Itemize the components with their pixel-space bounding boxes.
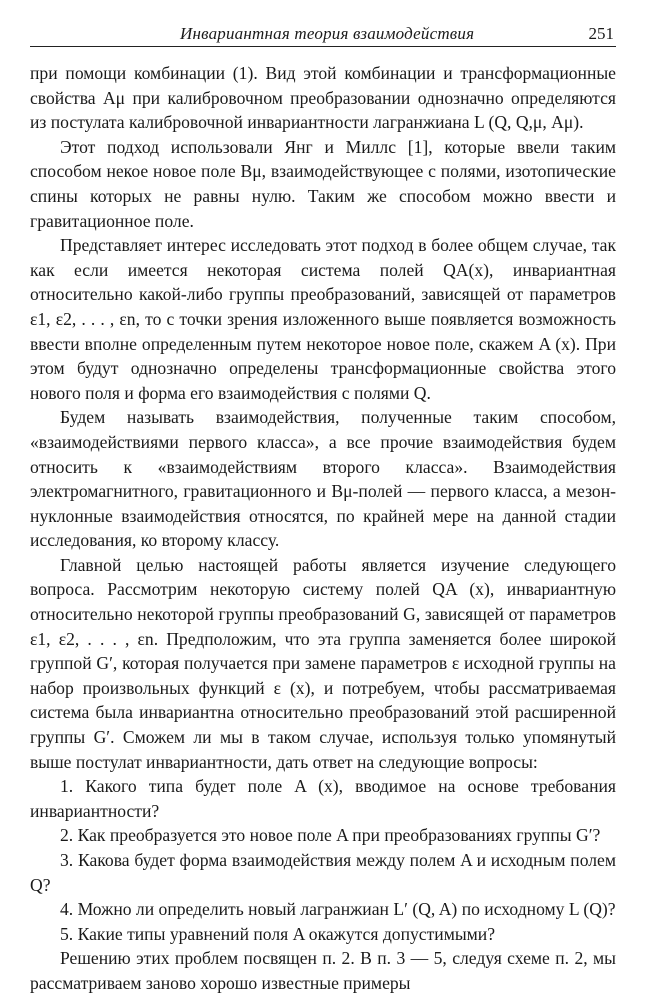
running-title: Инвариантная теория взаимодействия — [180, 24, 475, 43]
question-4: 4. Можно ли определить новый лагранжиан L′ (Q, A) по исходному L (Q)? — [60, 899, 616, 920]
paragraph-3: Представляет интерес исследовать этот подход в более общем случае, так как если имеется некоторая система полей QA(x), инвариантная относительно какой-либо группы преобразований, зависящей от параметров ε1, ε2, . . . , εn, то с точки зрения изложенного выше появляется возможность ввести вполне определенным путем некоторое новое поле, скажем A (x). При этом будут однозначно определены трансформационные свойства этого нового поля и форма его взаимодействия с полями Q. — [30, 235, 616, 403]
paragraph-4: Будем называть взаимодействия, полученные таким способом, «взаимодействиями первого класса», а все прочие взаимодействия будем относить к «взаимодействиям второго класса». Взаимодействия электромагнитного, гравитационного и Bμ-полей — первого класса, а мезон-нуклонные взаимодействия относятся, по крайней мере на данной стадии исследования, ко второму классу. — [30, 407, 616, 551]
question-5: 5. Какие типы уравнений поля A окажутся допустимыми? — [60, 923, 496, 944]
paragraph-6: Решению этих проблем посвящен п. 2. В п. 3 — 5, следуя схеме п. 2, мы рассматриваем заново хорошо известные примеры — [30, 948, 616, 993]
body-text — [30, 61, 616, 996]
paragraph-1-continued: при помощи комбинации (1). Вид этой комбинации и трансформационные свойства Aμ при калибровочном преобразовании однозначно определяются из постулата калибровочной инвариантности лагранжиана L (Q, Q,μ, Aμ). — [30, 63, 616, 133]
running-header — [30, 20, 616, 47]
question-3: 3. Какова будет форма взаимодействия между полем A и исходным полем Q? — [30, 850, 616, 895]
paragraph-2: Этот подход использовали Янг и Миллс [1], которые ввели таким способом некое новое поле Bμ, взаимодействующее с полями, изотопические спины которых не равны нулю. Таким же способом можно ввести и гравитационное поле. — [30, 136, 616, 231]
page — [30, 20, 616, 996]
paragraph-5: Главной целью настоящей работы является изучение следующего вопроса. Рассмотрим некоторую систему полей QA (x), инвариантную относительно некоторой группы преобразований G, зависящей от параметров ε1, ε2, . . . , εn. Предположим, что эта группа заменяется более широкой группой G′, которая получается при замене параметров ε исходной группы на набор произвольных функций ε (x), и потребуем, чтобы рассматриваемая система была инвариантна относительно преобразований этой расширенной группы G′. Сможем ли мы в таком случае, используя только упомянутый выше постулат инвариантности, дать ответ на следующие вопросы: — [30, 554, 616, 772]
question-2: 2. Как преобразуется это новое поле A при преобразованиях группы G′? — [60, 825, 601, 846]
page-number: 251 — [588, 24, 614, 43]
question-1: 1. Какого типа будет поле A (x), вводимое на основе требования инвариантности? — [30, 776, 616, 821]
